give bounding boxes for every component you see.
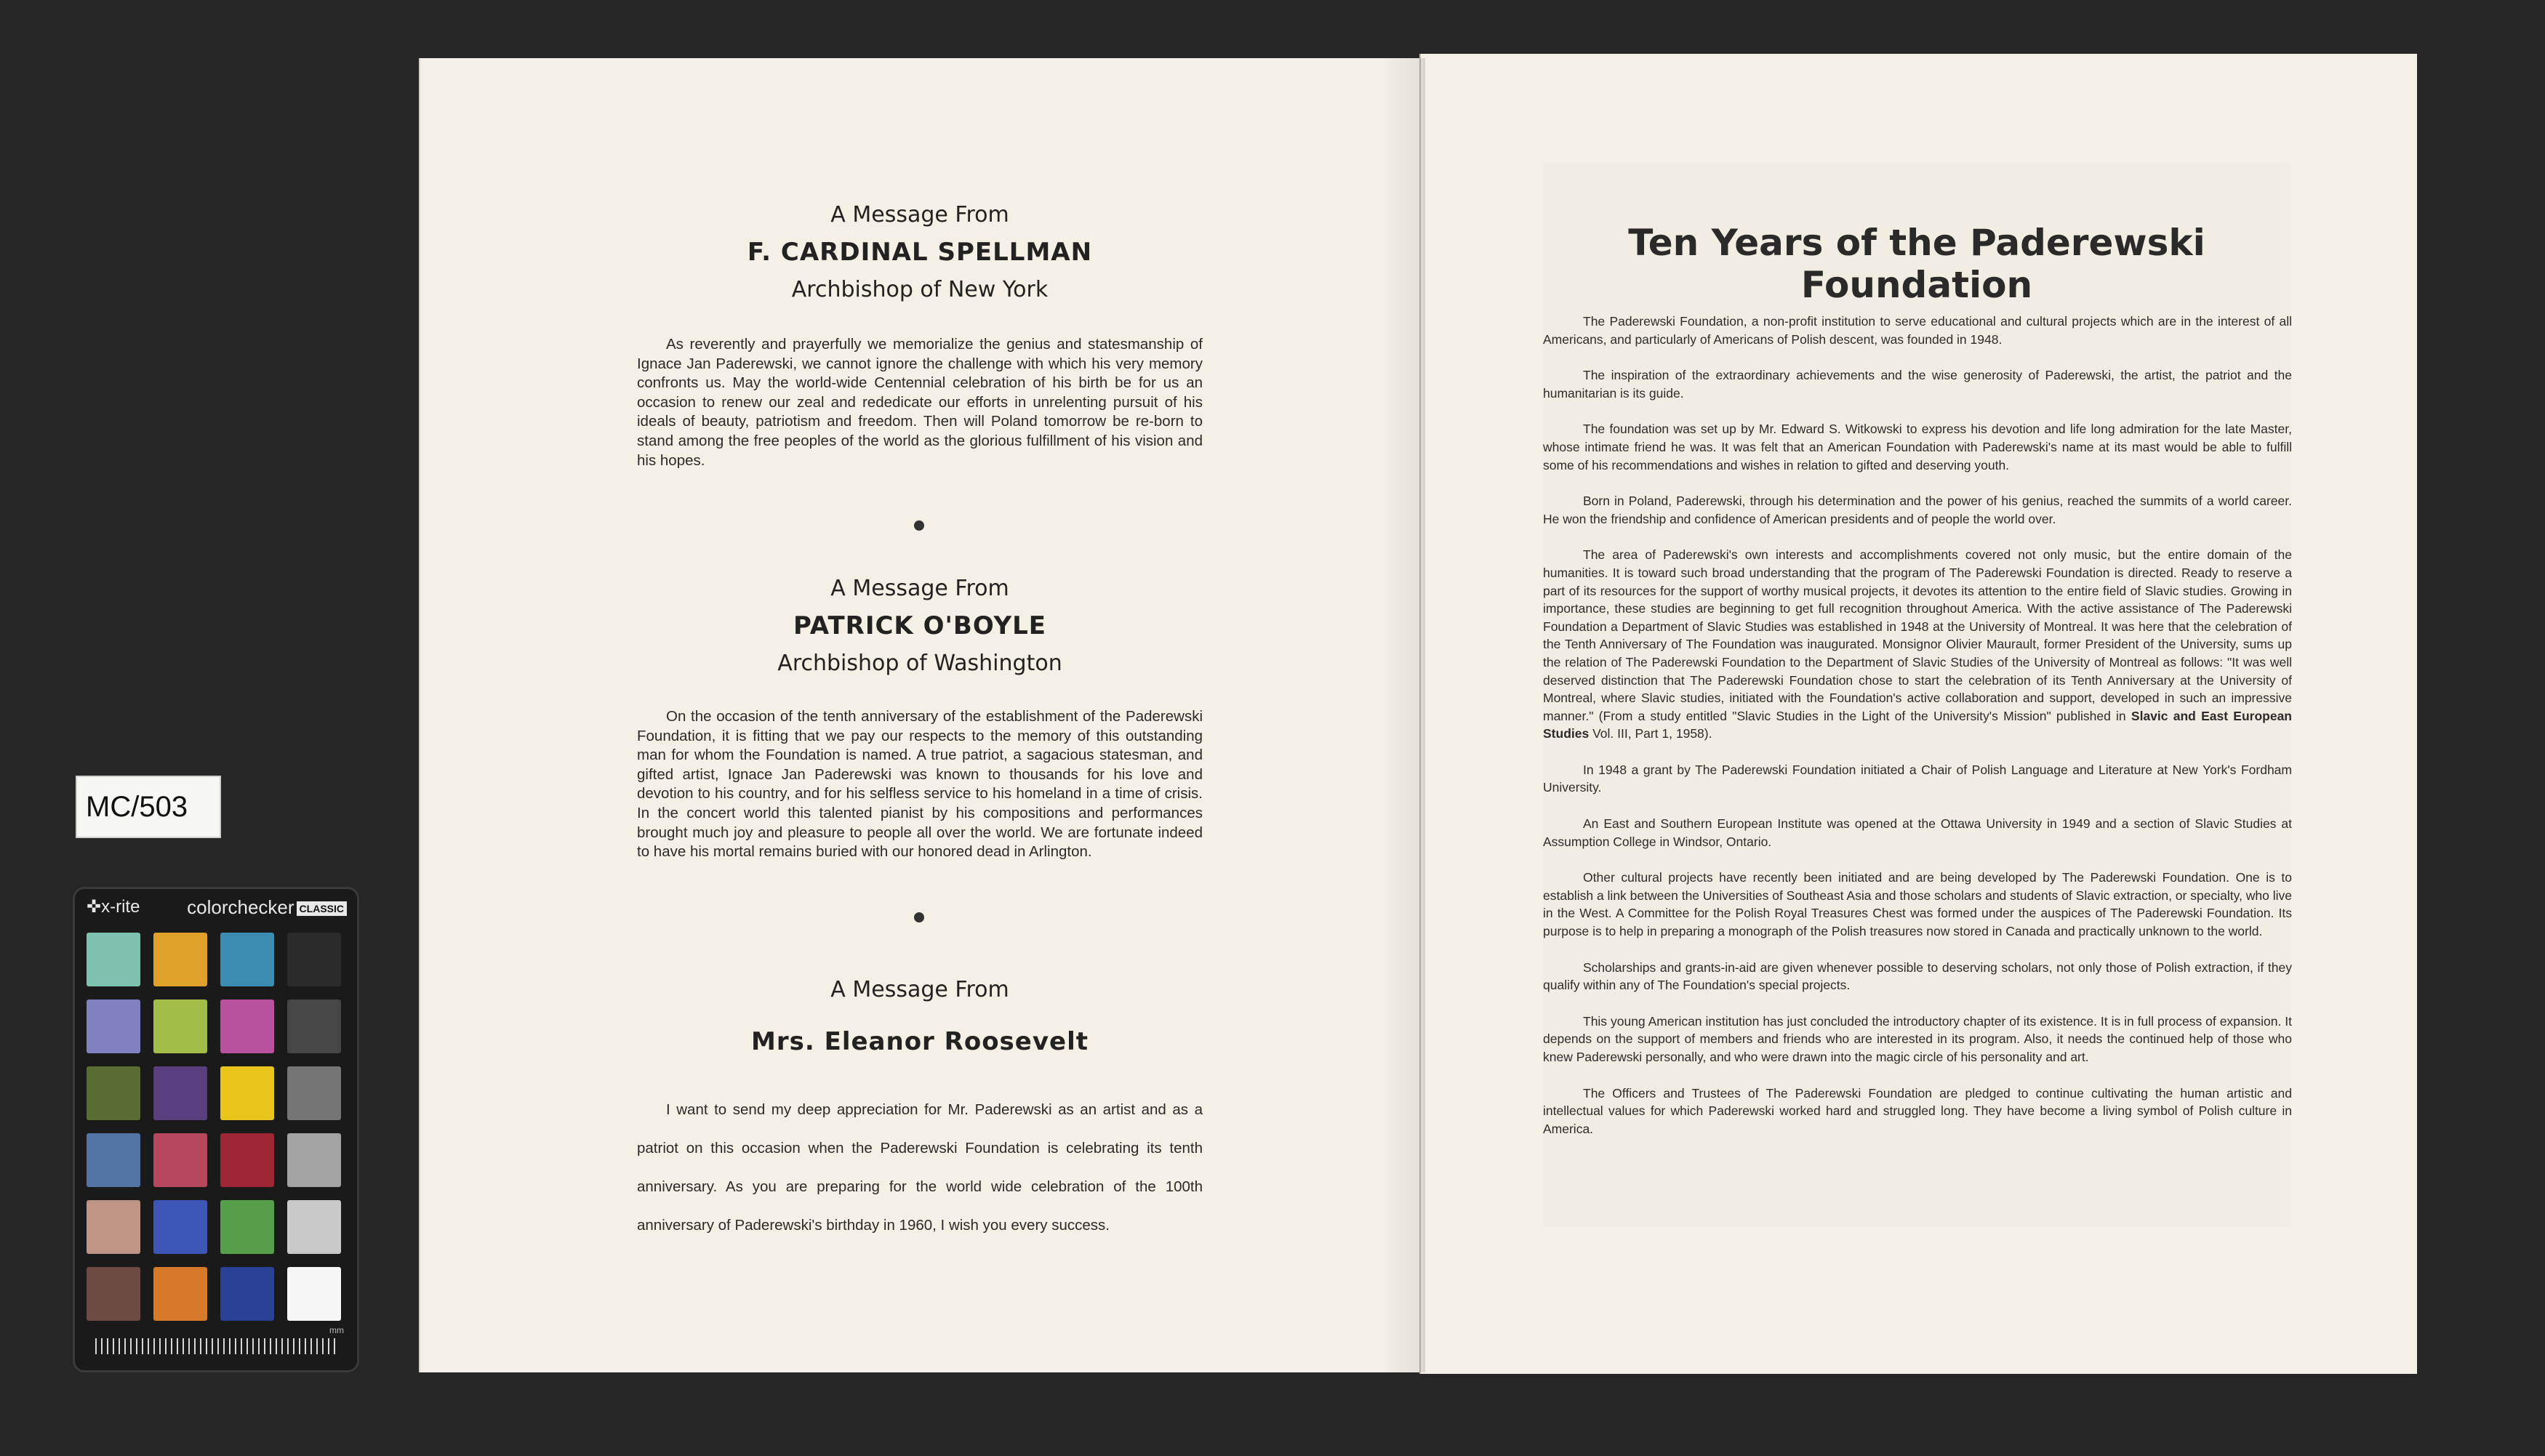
- color-swatch: [87, 1200, 140, 1254]
- message-author-name: PATRICK O'BOYLE: [793, 611, 1047, 640]
- message-3-header: [420, 977, 1419, 1056]
- color-swatch: [287, 1000, 341, 1053]
- color-swatch: [287, 1066, 341, 1120]
- article-paragraph: The Paderewski Foundation, a non-profit institution to serve educational and cultural projects which are in the interest of all Americans, and particularly of Americans of Polish descent, was founded in 1948.: [1543, 314, 2292, 347]
- article-paragraph: In 1948 a grant by The Paderewski Foundation initiated a Chair of Polish Language and Literature at New York's Fordham University.: [1543, 762, 2292, 795]
- article-paragraph: An East and Southern European Institute was opened at the Ottawa University in 1949 and a section of Slavic Studies at Assumption College in Windsor, Ontario.: [1543, 816, 2292, 849]
- message-intro: A Message From: [830, 202, 1009, 228]
- xrite-logo: ✜x-rite: [87, 897, 140, 917]
- page-title: Ten Years of the Paderewski Foundation: [1628, 222, 2205, 306]
- color-swatch: [287, 1267, 341, 1321]
- article-paragraph-citation: [1543, 546, 2292, 743]
- citation-details: Vol. III, Part 1, 1958).: [1589, 726, 1712, 741]
- color-swatch: [87, 1133, 140, 1187]
- separator-bullet: [914, 912, 924, 922]
- article-paragraph: The foundation was set up by Mr. Edward S. Witkowski to express his devotion and life long admiration for the late Master, whose intimate friend he was. It was felt that an American Foundation with Paderewski's name at its mast would be able to fulfill some of his recommendations and wishes in relation to gifted and deserving youth.: [1543, 422, 2292, 472]
- color-checker-card: [73, 887, 359, 1372]
- separator-bullet: [914, 520, 924, 531]
- article-paragraph: Scholarships and grants-in-aid are given whenever possible to deserving scholars, not only those of Polish extraction, if they qualify within any of The Foundation's special projects.: [1543, 960, 2292, 993]
- citation-journal: Slavic and East European Studies: [1543, 708, 2292, 741]
- colorchecker-logo: colorchecker CLASSIC: [187, 896, 347, 919]
- article-paragraph: The Officers and Trustees of The Paderewski Foundation are pledged to continue cultivating the human artistic and intellectual values for which Paderewski worked hard and struggled long. They have become a living symbol of Polish culture in America.: [1543, 1085, 2292, 1136]
- color-swatch: [220, 1133, 274, 1187]
- article-paragraph: The inspiration of the extraordinary achievements and the wise generosity of Paderewski, the artist, the patriot and the humanitarian is its guide.: [1543, 368, 2292, 401]
- color-swatch: [287, 933, 341, 986]
- color-swatch: [153, 1066, 207, 1120]
- message-1-header: [420, 202, 1419, 302]
- message-intro: A Message From: [830, 977, 1009, 1002]
- color-swatch: [87, 1267, 140, 1321]
- color-swatch: [220, 1200, 274, 1254]
- article-paragraph: Born in Poland, Paderewski, through his determination and the power of his genius, reached the summits of a world career. He won the friendship and confidence of American presidents and of people the world over.: [1543, 494, 2292, 526]
- article-paragraph: Other cultural projects have recently been initiated and are being developed by The Paderewski Foundation. One is to establish a link between the Universities of Southeast Asia and those scholars and students of Slavic extraction, or specialty, who live in the West. A Committee for the Polish Royal Treasures Chest was formed under the auspices of The Paderewski Foundation. Its purpose is to help in preparing a monograph of the Polish treasures now stored in Canada and practically unknown to the world.: [1543, 870, 2292, 939]
- message-author-name: Mrs. Eleanor Roosevelt: [751, 1027, 1089, 1056]
- swatch-grid: [87, 933, 341, 1321]
- article-paragraph: This young American institution has just concluded the introductory chapter of its existence. It is in full process of expansion. It depends on the support of members and friends who are interested in its program. Also, it needs the continued help of those who knew Paderewski personally, and who were drawn into the magic circle of his personality and art.: [1543, 1013, 2292, 1064]
- message-2-body: On the occasion of the tenth anniversary of the establishment of the Paderewski Foundation, it is fitting that we pay our respects to the memory of this outstanding man for whom the Foundation is named. A true patriot, a sagacious statesman, and gifted artist, Ignace Jan Paderewski was known to thousands for his love and devotion to his country, and for his selfless service to his homeland in a time of crisis. In the concert world this talented pianist by his compositions and performances brought much joy and pleasure to people all over the world. We are fortunate indeed to have his mortal remains buried with our honored dead in Arlington.: [637, 708, 1203, 861]
- color-swatch: [153, 1267, 207, 1321]
- ruler-unit: mm: [329, 1325, 344, 1335]
- article-body: [1543, 313, 2292, 1156]
- color-swatch: [220, 933, 274, 986]
- color-swatch: [153, 1133, 207, 1187]
- color-swatch: [153, 1000, 207, 1053]
- message-author-title: Archbishop of New York: [791, 277, 1049, 302]
- message-3-body: I want to send my deep appreciation for Mr. Paderewski as an artist and as a patriot on this occasion when the Paderewski Foundation is celebrating its tenth anniversary. As you are preparing for the world wide celebration of the 100th anniversary of Paderewski's birthday in 1960, I wish you every success.: [637, 1101, 1203, 1234]
- color-swatch: [153, 1200, 207, 1254]
- message-1-body: As reverently and prayerfully we memorialize the genius and statesmanship of Ignace Jan Paderewski, we cannot ignore the challenge with which his very memory confronts us. May the world-wide Centennial celebration of his birth be for us an occasion to renew our zeal and rededicate our efforts in unrelenting pursuit of his ideals of beauty, patriotism and freedom. Then will Poland tomorrow be re-born to stand among the free peoples of the world as the glorious fulfillment of his vision and his hopes.: [637, 336, 1203, 469]
- message-author-title: Archbishop of Washington: [777, 651, 1062, 676]
- color-swatch: [153, 933, 207, 986]
- message-intro: A Message From: [830, 576, 1009, 601]
- ruler: [95, 1338, 338, 1354]
- color-swatch: [87, 1066, 140, 1120]
- color-swatch: [287, 1200, 341, 1254]
- color-swatch: [220, 1000, 274, 1053]
- color-swatch: [87, 1000, 140, 1053]
- message-2-header: [420, 576, 1419, 676]
- color-swatch: [220, 1066, 274, 1120]
- color-swatch: [220, 1267, 274, 1321]
- message-author-name: F. CARDINAL SPELLMAN: [747, 238, 1093, 267]
- archive-label: MC/503: [76, 776, 221, 838]
- color-swatch: [287, 1133, 341, 1187]
- article-paragraph-text: The area of Paderewski's own interests and accomplishments covered not only music, but the entire domain of the humanities. It is toward such broad understanding that the program of The Paderewski Foundation is directed. Ready to reserve a part of its resources for the support of worthy musical projects, it devotes its attention to the entire field of Slavic studies. Growing in importance, these studies are beginning to get full recognition throughout America. With the active assistance of The Paderewski Foundation a Department of Slavic Studies was established in 1948 at the University of Montreal. It was here that the celebration of the Tenth Anniversary of The Foundation was inaugurated. Monsignor Olivier Maurault, former President of the University, sums up the relation of The Paderewski Foundation to the Department of Slavic Studies of the University of Montreal as follows: "It was well deserved distinction that The Paderewski Foundation chose to start the celebration of its Tenth Anniversary at the University of Montreal, where Slavic studies, initiated with the Foundation's active collaboration and support, developed in such an impressive manner." (From a study entitled "Slavic Studies in the Light of the University's Mission" published in: [1543, 547, 2292, 723]
- color-swatch: [87, 933, 140, 986]
